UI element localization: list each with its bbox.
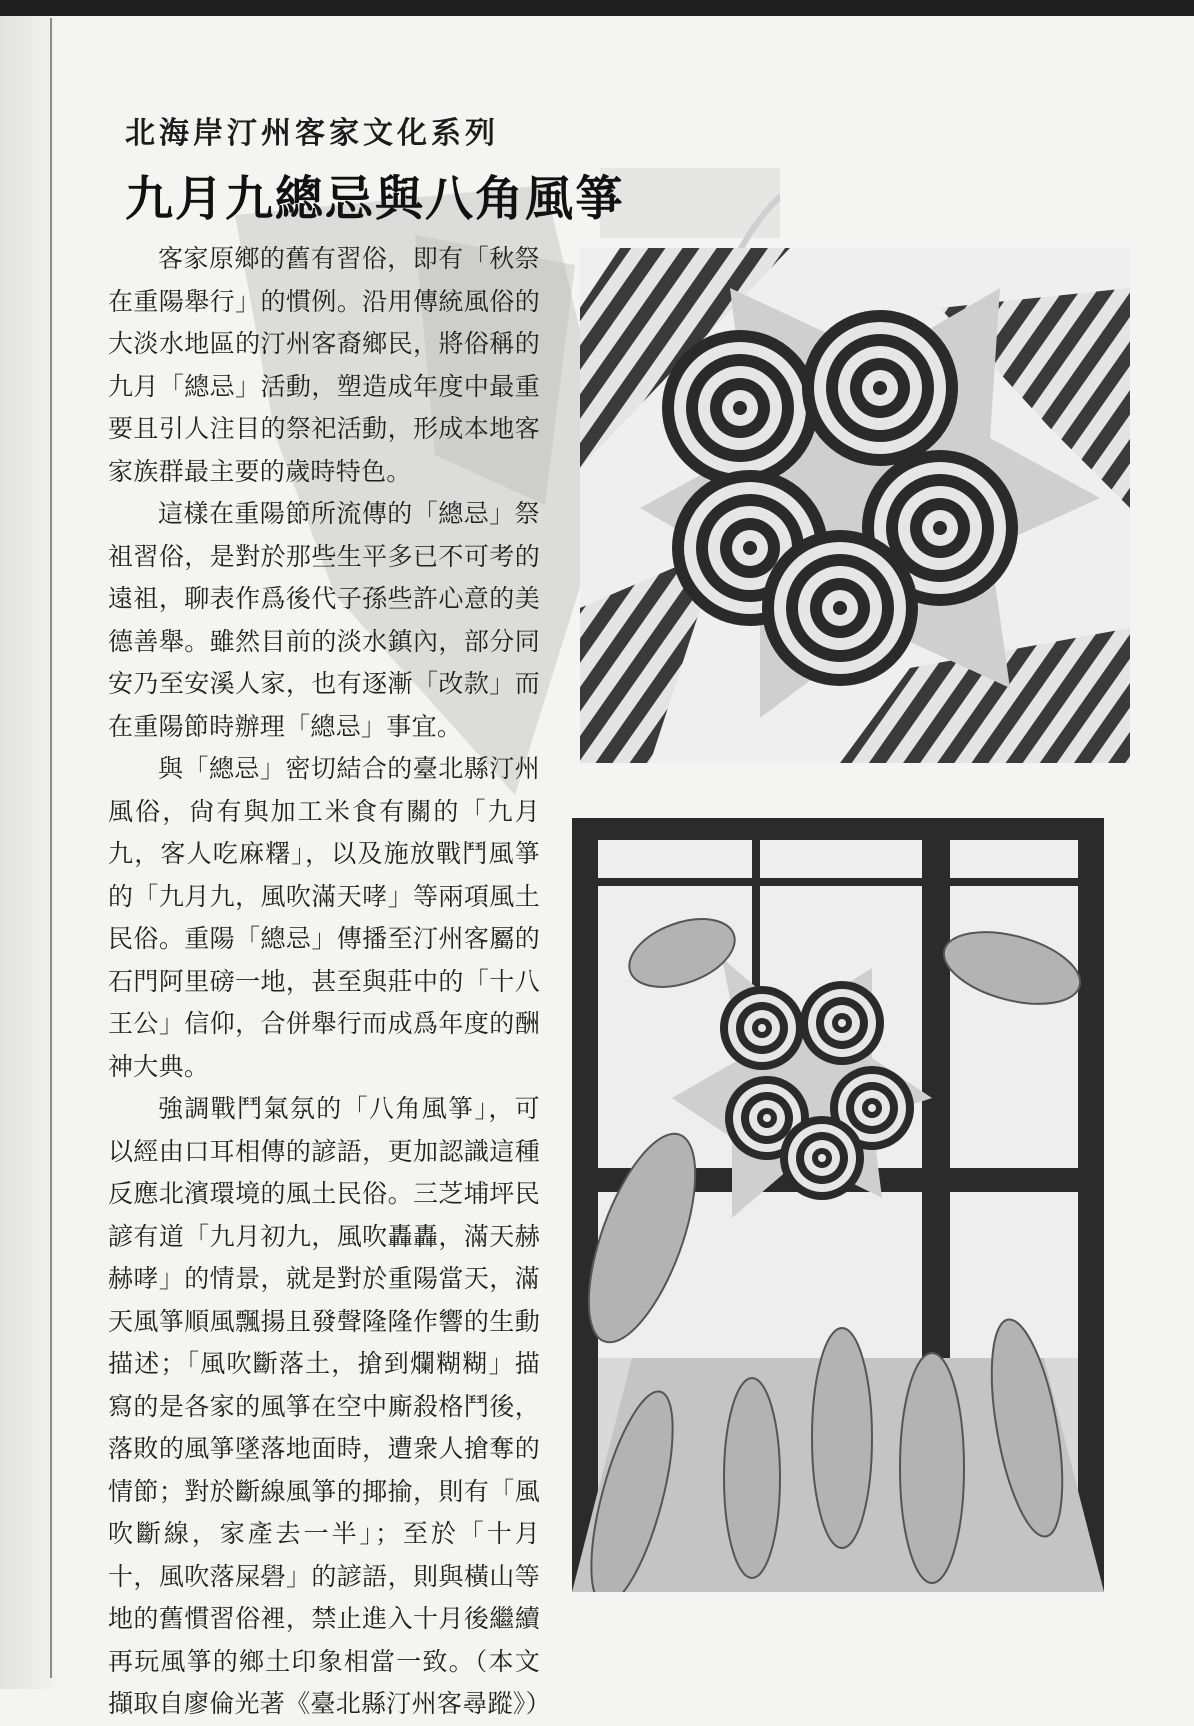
octagonal-kite-icon <box>580 248 1130 763</box>
kite-photo <box>580 248 1130 763</box>
hanging-kites-skylight-icon <box>572 818 1104 1592</box>
article-title: 九月九總忌與八角風箏 <box>125 171 626 227</box>
atrium-kites-photo <box>572 818 1104 1592</box>
article-paragraph: 客家原鄉的舊有習俗，即有「秋祭在重陽舉行」的慣例。沿用傳統風俗的大淡水地區的汀州客裔鄉民，將俗稱的九月「總忌」活動，塑造成年度中最重要且引人注目的祭祀活動，形成本地客家族群最主要的歲時特色。 <box>108 244 540 486</box>
top-scan-rule <box>0 0 1194 16</box>
article-paragraph: 強調戰鬥氣氛的「八角風箏」，可以經由口耳相傳的諺語，更加認識這種反應北濱環境的風土民俗。三芝埔坪民諺有道「九月初九，風吹轟轟，滿天赫赫哮」的情景，就是對於重陽當天，滿天風箏順風飄揚且發聲隆隆作響的生動描述；「風吹斷落土，搶到爛糊糊」描寫的是各家的風箏在空中廝殺格鬥後，落敗的風箏墜落地面時，遭衆人搶奪的情節；對於斷線風箏的揶揄，則有「風吹斷線，家產去一半」；至於「十月十，風吹落屎礐」的諺語，則與橫山等地的舊慣習俗裡，禁止進入十月後繼續再玩風箏的鄉土印象相當一致。（本文擷取自廖倫光著《臺北縣汀州客尋蹤》） <box>108 1094 551 1718</box>
left-scan-margin <box>0 16 54 1689</box>
left-binding-line <box>50 18 52 1678</box>
article-paragraph: 這樣在重陽節所流傳的「總忌」祭祖習俗，是對於那些生平多已不可考的遠祖，聊表作爲後代子孫些許心意的美德善舉。雖然目前的淡水鎮內，部分同安乃至安溪人家，也有逐漸「改款」而在重陽節時辦理「總忌」事宜。 <box>108 499 540 741</box>
series-title: 北海岸汀州客家文化系列 <box>125 116 499 151</box>
article-body <box>108 238 551 1726</box>
article-paragraph: 與「總忌」密切結合的臺北縣汀州風俗，尙有與加工米食有關的「九月九，客人吃麻糬」，以及施放戰鬥風箏的「九月九，風吹滿天哮」等兩項風土民俗。重陽「總忌」傳播至汀州客屬的石門阿里磅一地，甚至與莊中的「十八王公」信仰，合併舉行而成爲年度的酬神大典。 <box>108 754 540 1081</box>
